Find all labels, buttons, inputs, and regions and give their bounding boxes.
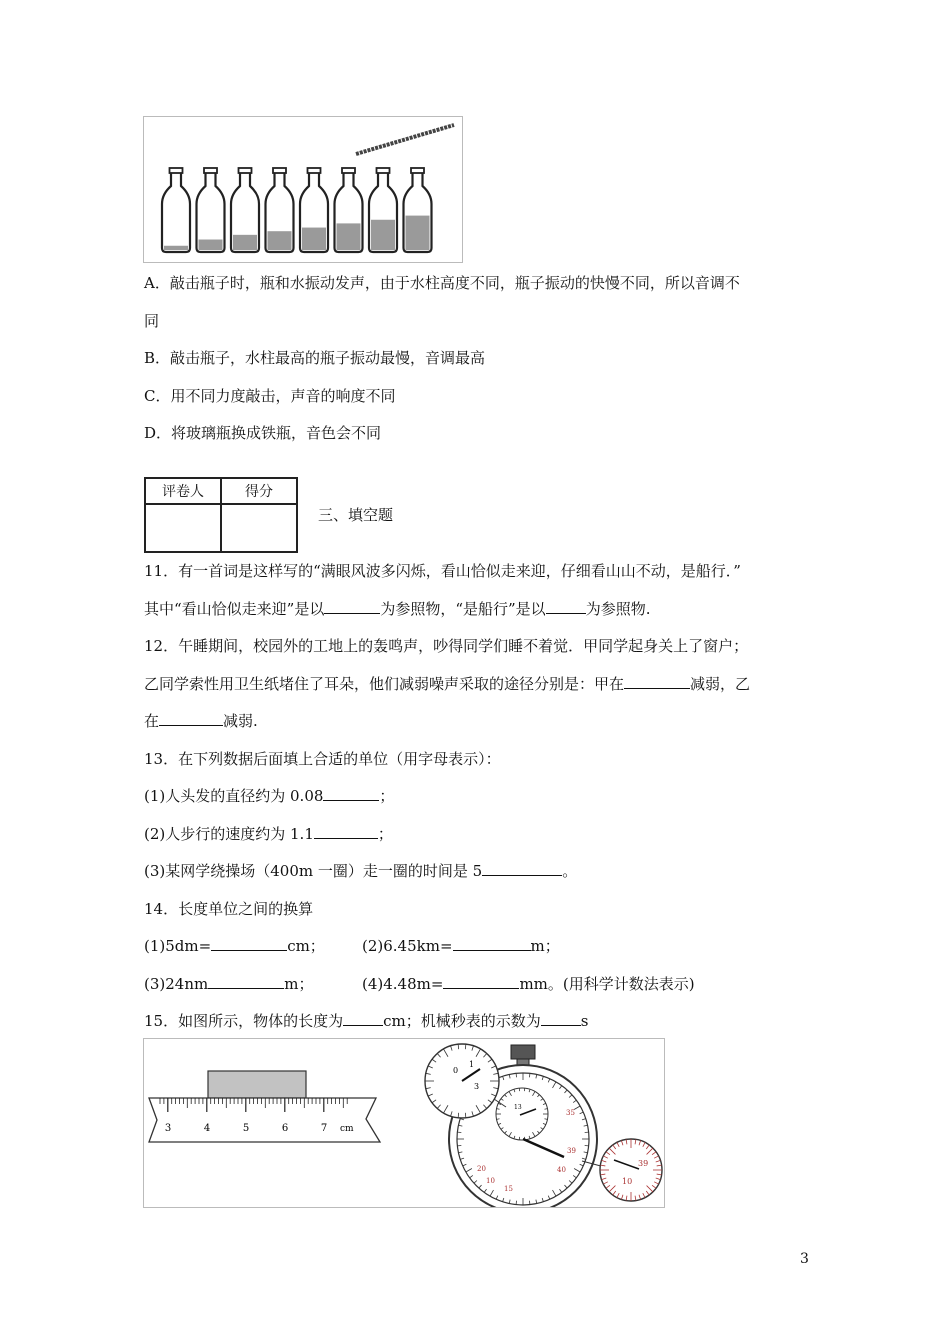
ruler-tick-label: 4 xyxy=(203,1123,211,1134)
stopwatch-dial-label: 39 xyxy=(567,1147,576,1155)
q15-line xyxy=(144,1011,588,1031)
option-b: B．敲击瓶子，水柱最高的瓶子振动最慢，音调最高 xyxy=(144,349,486,367)
q13-sub1 xyxy=(144,786,394,806)
score-cell xyxy=(221,504,297,552)
q13-blank-3[interactable] xyxy=(482,861,562,876)
q14-p3-unit: m； xyxy=(284,975,314,993)
q14-row2 xyxy=(144,974,313,994)
ruler-tick-label: 6 xyxy=(281,1123,289,1134)
q11-blank-2[interactable] xyxy=(546,599,586,614)
q12-line3 xyxy=(144,711,258,731)
ruler-stopwatch-illustration xyxy=(144,1039,664,1207)
q14-p2-unit: m； xyxy=(530,937,560,955)
measured-block xyxy=(208,1071,306,1098)
bottle xyxy=(162,168,190,252)
q14-row1b xyxy=(362,936,560,956)
q12-text-a: 乙同学索性用卫生纸堵住了耳朵，他们减弱噪声采取的途径分别是：甲在 xyxy=(144,675,625,693)
q13-blank-1[interactable] xyxy=(323,786,379,801)
ruler-tick-label: 3 xyxy=(164,1123,172,1134)
q14-p4-text: (4)4.48m= xyxy=(362,975,444,993)
q13-sub3-end: 。 xyxy=(562,862,578,880)
score-table xyxy=(144,477,298,553)
page-number: 3 xyxy=(800,1251,809,1267)
q15-text-c: s xyxy=(580,1012,589,1030)
q14-p1-text: (1)5dm= xyxy=(144,937,212,955)
bottle xyxy=(300,168,328,252)
bottle xyxy=(369,168,397,252)
q13-sub1-end: ； xyxy=(379,787,395,805)
q15-text-b: cm；机械秒表的示数为 xyxy=(383,1012,541,1030)
ruler-stopwatch-figure xyxy=(143,1038,665,1208)
score-header: 得分 xyxy=(221,478,297,504)
bottle xyxy=(335,168,363,252)
zoom-minute-label: 3 xyxy=(474,1082,480,1091)
q13-sub2 xyxy=(144,824,393,844)
stopwatch-crown xyxy=(511,1045,535,1059)
q14-blank-1[interactable] xyxy=(211,936,287,951)
q12-blank-2[interactable] xyxy=(159,711,223,726)
stopwatch-small-label: 13 xyxy=(514,1104,522,1111)
q12-blank-1[interactable] xyxy=(624,674,690,689)
option-a-line1: A．敲击瓶子时，瓶和水振动发声，由于水柱高度不同，瓶子振动的快慢不同，所以音调不 xyxy=(144,274,740,292)
q13-sub3-text: (3)某网学绕操场（400m 一圈）走一圈的时间是 5 xyxy=(144,862,483,880)
stopwatch xyxy=(425,1044,662,1207)
q12-line1: 12．午睡期间，校园外的工地上的轰鸣声，吵得同学们睡不着觉．甲同学起身关上了窗户； xyxy=(144,637,749,655)
bottles-illustration xyxy=(144,117,462,262)
q14-blank-4[interactable] xyxy=(443,974,519,989)
q14-p3-text: (3)24nm xyxy=(144,975,209,993)
grader-header: 评卷人 xyxy=(145,478,221,504)
q14-row1 xyxy=(144,936,325,956)
zoom-second-label: 39 xyxy=(638,1159,649,1168)
q15-text-a: 15．如图所示，物体的长度为 xyxy=(144,1012,344,1030)
option-c: C．用不同力度敲击，声音的响度不同 xyxy=(144,387,396,405)
q15-blank-2[interactable] xyxy=(541,1011,581,1026)
q14-blank-2[interactable] xyxy=(453,936,531,951)
zoom-second-label: 10 xyxy=(622,1177,633,1186)
stopwatch-dial-label: 20 xyxy=(477,1165,486,1173)
stopwatch-dial-label: 40 xyxy=(557,1166,566,1174)
zoom-minute-label: 1 xyxy=(469,1060,475,1069)
q13-sub2-end: ； xyxy=(377,825,393,843)
option-a-line2: 同 xyxy=(144,312,160,330)
bottles-figure xyxy=(143,116,463,263)
q13-blank-2[interactable] xyxy=(314,824,378,839)
q11-text-c: 为参照物. xyxy=(585,600,651,618)
stopwatch-dial-label: 35 xyxy=(566,1109,575,1117)
ruler-tick-label: 5 xyxy=(242,1123,250,1134)
q12-text-d: 减弱. xyxy=(223,712,258,730)
q14-p1-unit: cm； xyxy=(287,937,325,955)
q13-sub3 xyxy=(144,861,577,881)
section-title: 三、填空题 xyxy=(318,506,394,524)
zoom-minute-label: 0 xyxy=(453,1066,459,1075)
q11-blank-1[interactable] xyxy=(324,599,380,614)
q15-blank-1[interactable] xyxy=(343,1011,383,1026)
grader-cell xyxy=(145,504,221,552)
q14-row2b xyxy=(362,974,695,994)
ruler-unit: cm xyxy=(340,1124,354,1134)
bottle xyxy=(404,168,432,252)
bottle xyxy=(266,168,294,252)
q14-blank-3[interactable] xyxy=(208,974,284,989)
q11-text-b: 为参照物，“是船行”是以 xyxy=(380,600,546,618)
q12-line2 xyxy=(144,674,750,694)
q14-p2-text: (2)6.45km= xyxy=(362,937,453,955)
q14-stem: 14．长度单位之间的换算 xyxy=(144,900,314,918)
bottle xyxy=(197,168,225,252)
ruler-tick-label: 7 xyxy=(320,1123,328,1134)
q12-text-c: 在 xyxy=(144,712,160,730)
q12-text-b: 减弱，乙 xyxy=(690,675,751,693)
ruler-body xyxy=(149,1098,380,1142)
stopwatch-dial-label: 15 xyxy=(504,1185,513,1193)
option-d: D．将玻璃瓶换成铁瓶，音色会不同 xyxy=(144,424,382,442)
stopwatch-dial-label: 10 xyxy=(486,1177,495,1185)
q13-stem: 13．在下列数据后面填上合适的单位（用字母表示）： xyxy=(144,750,501,768)
q13-sub1-text: (1)人头发的直径约为 0.08 xyxy=(144,787,324,805)
q13-sub2-text: (2)人步行的速度约为 1.1 xyxy=(144,825,314,843)
q14-p4-unit: mm。(用科学计数法表示) xyxy=(519,975,695,993)
q11-text-a: 其中“看山恰似走来迎”是以 xyxy=(144,600,325,618)
q11-line2 xyxy=(144,599,650,619)
q11-line1: 11．有一首词是这样写的“满眼风波多闪烁，看山恰似走来迎，仔细看山山不动，是船行．” xyxy=(144,562,741,580)
bottle xyxy=(231,168,259,252)
